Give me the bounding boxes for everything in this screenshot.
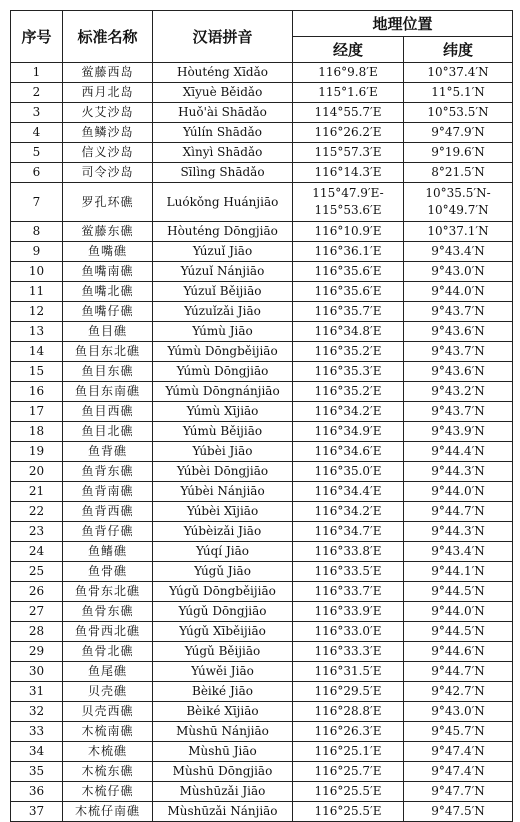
cell-pinyin: Yúqí Jiāo [153,542,293,562]
cell-seq: 26 [11,582,63,602]
cell-latitude: 9°42.7′N [404,682,513,702]
cell-name: 贝壳西礁 [63,702,153,722]
cell-longitude [293,183,404,222]
table-row [11,262,513,282]
header-seq: 序号 [11,11,63,63]
cell-name: 木梳东礁 [63,762,153,782]
cell-latitude: 9°47.7′N [404,782,513,802]
cell-latitude: 10°53.5′N [404,103,513,123]
cell-name: 罗孔环礁 [63,183,153,222]
cell-longitude: 116°35.3′E [293,362,404,382]
cell-name: 鱼目北礁 [63,422,153,442]
cell-latitude: 9°47.9′N [404,123,513,143]
cell-seq: 20 [11,462,63,482]
table-row [11,302,513,322]
cell-longitude: 115°57.3′E [293,143,404,163]
cell-name: 木梳仔礁 [63,782,153,802]
cell-name: 鱼目东礁 [63,362,153,382]
cell-pinyin: Yúbèizǎi Jiāo [153,522,293,542]
cell-latitude: 9°44.0′N [404,282,513,302]
cell-longitude-line-2: 115°53.6′E [314,203,382,217]
cell-pinyin: Yúbèi Nánjiāo [153,482,293,502]
cell-seq: 1 [11,63,63,83]
cell-seq: 21 [11,482,63,502]
table-row [11,762,513,782]
table-row [11,402,513,422]
cell-pinyin: Bèiké Jiāo [153,682,293,702]
table-row [11,702,513,722]
cell-latitude: 9°44.0′N [404,602,513,622]
cell-latitude: 9°44.3′N [404,522,513,542]
cell-latitude: 9°43.4′N [404,242,513,262]
cell-latitude: 9°47.5′N [404,802,513,822]
table-row [11,462,513,482]
cell-longitude: 116°34.6′E [293,442,404,462]
table-row [11,103,513,123]
cell-name: 司令沙岛 [63,163,153,183]
cell-latitude: 10°37.4′N [404,63,513,83]
table-row [11,642,513,662]
header-name: 标准名称 [63,11,153,63]
cell-latitude: 9°19.6′N [404,143,513,163]
cell-name: 鱼尾礁 [63,662,153,682]
cell-longitude: 114°55.7′E [293,103,404,123]
cell-pinyin: Xìnyì Shādǎo [153,143,293,163]
cell-pinyin: Mùshū Nánjiāo [153,722,293,742]
cell-pinyin: Yúbèi Dōngjiāo [153,462,293,482]
cell-pinyin: Bèiké Xījiāo [153,702,293,722]
cell-name: 鱼背南礁 [63,482,153,502]
cell-pinyin: Sīlìng Shādǎo [153,163,293,183]
cell-name: 鱼骨东礁 [63,602,153,622]
header-longitude: 经度 [293,37,404,63]
table-row [11,622,513,642]
cell-name: 鱼嘴礁 [63,242,153,262]
cell-latitude: 9°43.6′N [404,322,513,342]
cell-name: 火艾沙岛 [63,103,153,123]
table-row [11,242,513,262]
cell-seq: 34 [11,742,63,762]
cell-latitude: 9°47.4′N [404,742,513,762]
cell-seq: 4 [11,123,63,143]
cell-longitude: 116°28.8′E [293,702,404,722]
cell-seq: 11 [11,282,63,302]
cell-name: 鱼鳍礁 [63,542,153,562]
cell-latitude: 9°44.0′N [404,482,513,502]
cell-pinyin: Yúgǔ Dōngběijiāo [153,582,293,602]
cell-name: 鱼鳞沙岛 [63,123,153,143]
cell-seq: 29 [11,642,63,662]
cell-name: 鱼骨礁 [63,562,153,582]
cell-seq: 6 [11,163,63,183]
cell-pinyin: Yúbèi Xījiāo [153,502,293,522]
cell-pinyin: Yúbèi Jiāo [153,442,293,462]
cell-name: 西月北岛 [63,83,153,103]
cell-name: 鲎藤西岛 [63,63,153,83]
cell-pinyin: Yúmù Xījiāo [153,402,293,422]
cell-seq: 27 [11,602,63,622]
cell-latitude: 9°43.6′N [404,362,513,382]
table-row [11,442,513,462]
cell-seq: 5 [11,143,63,163]
table-row [11,63,513,83]
cell-name: 鱼背仔礁 [63,522,153,542]
cell-longitude: 116°34.8′E [293,322,404,342]
cell-seq: 25 [11,562,63,582]
cell-longitude: 116°33.0′E [293,622,404,642]
cell-name: 鱼骨东北礁 [63,582,153,602]
cell-seq: 2 [11,83,63,103]
cell-longitude: 116°36.1′E [293,242,404,262]
cell-longitude: 116°10.9′E [293,222,404,242]
cell-latitude: 9°44.3′N [404,462,513,482]
table-row [11,342,513,362]
cell-longitude: 116°35.2′E [293,342,404,362]
cell-name: 鱼背西礁 [63,502,153,522]
cell-pinyin: Yúmù Dōngjiāo [153,362,293,382]
cell-pinyin: Yúlín Shādǎo [153,123,293,143]
cell-name: 鱼目东北礁 [63,342,153,362]
cell-seq: 18 [11,422,63,442]
header-latitude: 纬度 [404,37,513,63]
cell-pinyin: Yúgǔ Xīběijiāo [153,622,293,642]
cell-longitude: 116°34.4′E [293,482,404,502]
table-row [11,362,513,382]
cell-latitude: 9°43.7′N [404,402,513,422]
table-row [11,782,513,802]
table-row [11,802,513,822]
document-page [10,10,512,822]
table-row [11,682,513,702]
cell-seq: 7 [11,183,63,222]
cell-name: 木梳南礁 [63,722,153,742]
cell-pinyin: Yúwěi Jiāo [153,662,293,682]
header-pinyin: 汉语拼音 [153,11,293,63]
cell-name: 鱼骨北礁 [63,642,153,662]
cell-pinyin: Mùshūzǎi Jiāo [153,782,293,802]
table-row [11,282,513,302]
cell-latitude: 9°44.6′N [404,642,513,662]
cell-pinyin: Yúzuǐ Nánjiāo [153,262,293,282]
cell-longitude: 116°14.3′E [293,163,404,183]
cell-pinyin: Yúgǔ Dōngjiāo [153,602,293,622]
table-row [11,582,513,602]
cell-latitude: 9°47.4′N [404,762,513,782]
table-row [11,222,513,242]
cell-latitude: 9°43.9′N [404,422,513,442]
table-row [11,83,513,103]
table-row [11,382,513,402]
cell-latitude: 9°45.7′N [404,722,513,742]
cell-seq: 24 [11,542,63,562]
cell-latitude: 9°43.4′N [404,542,513,562]
cell-seq: 32 [11,702,63,722]
table-row [11,143,513,163]
cell-longitude-line-1: 115°47.9′E- [312,186,384,200]
cell-longitude: 116°35.2′E [293,382,404,402]
cell-pinyin: Yúzuǐzǎi Jiāo [153,302,293,322]
cell-latitude-line-1: 10°35.5′N- [425,186,491,200]
cell-pinyin: Mùshūzǎi Nánjiāo [153,802,293,822]
cell-seq: 35 [11,762,63,782]
cell-seq: 16 [11,382,63,402]
table-row [11,722,513,742]
cell-seq: 9 [11,242,63,262]
cell-latitude [404,183,513,222]
cell-longitude: 116°33.3′E [293,642,404,662]
cell-seq: 17 [11,402,63,422]
cell-longitude: 116°25.5′E [293,782,404,802]
cell-seq: 28 [11,622,63,642]
cell-longitude: 116°25.5′E [293,802,404,822]
cell-longitude: 116°35.7′E [293,302,404,322]
cell-latitude: 10°37.1′N [404,222,513,242]
cell-pinyin: Yúmù Běijiāo [153,422,293,442]
cell-seq: 10 [11,262,63,282]
cell-longitude: 116°26.3′E [293,722,404,742]
table-row [11,502,513,522]
header-location: 地理位置 [293,11,513,37]
cell-seq: 19 [11,442,63,462]
cell-seq: 13 [11,322,63,342]
cell-name: 鱼背礁 [63,442,153,462]
cell-name: 木梳礁 [63,742,153,762]
cell-longitude: 116°25.1′E [293,742,404,762]
table-body [11,63,513,822]
cell-seq: 15 [11,362,63,382]
cell-seq: 22 [11,502,63,522]
cell-latitude: 11°5.1′N [404,83,513,103]
cell-latitude: 9°43.0′N [404,262,513,282]
cell-longitude: 116°33.9′E [293,602,404,622]
cell-longitude: 116°34.2′E [293,402,404,422]
cell-latitude: 9°44.5′N [404,582,513,602]
cell-latitude: 9°44.4′N [404,442,513,462]
table-row [11,183,513,222]
cell-latitude: 9°43.7′N [404,342,513,362]
cell-longitude: 116°34.9′E [293,422,404,442]
cell-latitude: 9°43.7′N [404,302,513,322]
table-row [11,482,513,502]
table-row [11,562,513,582]
cell-longitude: 116°9.8′E [293,63,404,83]
cell-latitude: 9°43.0′N [404,702,513,722]
cell-name: 信义沙岛 [63,143,153,163]
cell-pinyin: Mùshū Dōngjiāo [153,762,293,782]
cell-longitude: 116°31.5′E [293,662,404,682]
cell-longitude: 116°25.7′E [293,762,404,782]
cell-name: 鱼嘴北礁 [63,282,153,302]
cell-longitude: 116°33.8′E [293,542,404,562]
cell-name: 鱼嘴仔礁 [63,302,153,322]
cell-pinyin: Yúgǔ Jiāo [153,562,293,582]
cell-pinyin: Hòuténg Dōngjiāo [153,222,293,242]
cell-seq: 14 [11,342,63,362]
cell-pinyin: Huǒ'ài Shādǎo [153,103,293,123]
cell-seq: 30 [11,662,63,682]
table-row [11,742,513,762]
cell-latitude: 9°44.5′N [404,622,513,642]
cell-name: 鱼目礁 [63,322,153,342]
cell-longitude: 115°1.6′E [293,83,404,103]
cell-longitude: 116°26.2′E [293,123,404,143]
cell-name: 鱼骨西北礁 [63,622,153,642]
table-row [11,322,513,342]
cell-seq: 33 [11,722,63,742]
cell-pinyin: Yúmù Dōngběijiāo [153,342,293,362]
cell-seq: 12 [11,302,63,322]
cell-seq: 8 [11,222,63,242]
table-row [11,542,513,562]
cell-seq: 37 [11,802,63,822]
cell-latitude: 8°21.5′N [404,163,513,183]
cell-longitude: 116°35.0′E [293,462,404,482]
cell-seq: 23 [11,522,63,542]
cell-name: 鲎藤东礁 [63,222,153,242]
cell-pinyin: Yúgǔ Běijiāo [153,642,293,662]
cell-name: 贝壳礁 [63,682,153,702]
table-row [11,522,513,542]
cell-seq: 3 [11,103,63,123]
place-names-table [10,10,513,822]
cell-pinyin: Yúmù Jiāo [153,322,293,342]
table-row [11,163,513,183]
cell-pinyin: Hòuténg Xīdǎo [153,63,293,83]
cell-latitude: 9°44.1′N [404,562,513,582]
cell-pinyin: Mùshū Jiāo [153,742,293,762]
cell-longitude: 116°34.2′E [293,502,404,522]
cell-seq: 31 [11,682,63,702]
cell-latitude-line-2: 10°49.7′N [427,203,489,217]
cell-longitude: 116°35.6′E [293,262,404,282]
cell-longitude: 116°29.5′E [293,682,404,702]
cell-latitude: 9°44.7′N [404,502,513,522]
cell-name: 鱼背东礁 [63,462,153,482]
cell-pinyin: Luókǒng Huánjiāo [153,183,293,222]
table-row [11,123,513,143]
cell-pinyin: Xīyuè Běidǎo [153,83,293,103]
table-row [11,422,513,442]
cell-longitude: 116°34.7′E [293,522,404,542]
cell-latitude: 9°43.2′N [404,382,513,402]
cell-name: 鱼嘴南礁 [63,262,153,282]
table-row [11,662,513,682]
cell-name: 鱼目西礁 [63,402,153,422]
cell-seq: 36 [11,782,63,802]
table-row [11,602,513,622]
cell-longitude: 116°33.5′E [293,562,404,582]
cell-longitude: 116°33.7′E [293,582,404,602]
cell-name: 鱼目东南礁 [63,382,153,402]
cell-longitude: 116°35.6′E [293,282,404,302]
cell-pinyin: Yúzuǐ Běijiāo [153,282,293,302]
cell-pinyin: Yúzuǐ Jiāo [153,242,293,262]
cell-pinyin: Yúmù Dōngnánjiāo [153,382,293,402]
cell-name: 木梳仔南礁 [63,802,153,822]
cell-latitude: 9°44.7′N [404,662,513,682]
